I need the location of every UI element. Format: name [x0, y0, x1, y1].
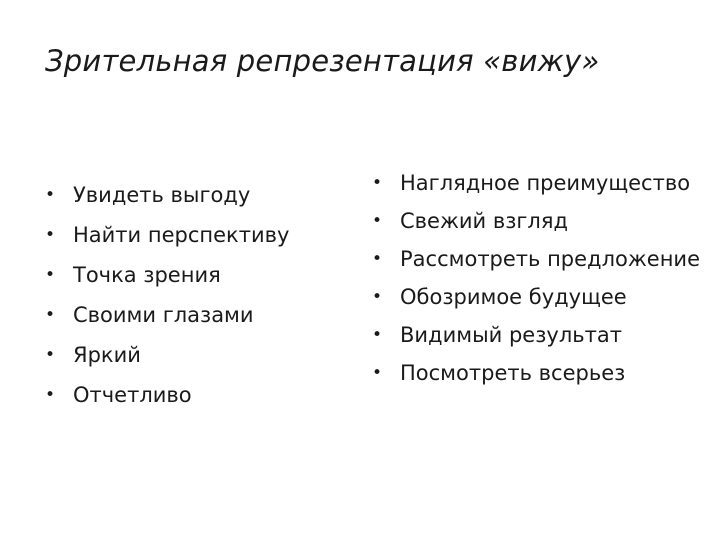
list-item-text: Видимый результат: [400, 323, 622, 347]
bullet-icon: •: [45, 305, 56, 325]
slide-title: Зрительная репрезентация «вижу»: [45, 44, 600, 78]
list-item: [45, 255, 325, 295]
list-item: [372, 320, 702, 351]
bullet-icon: •: [372, 325, 383, 345]
bullet-icon: •: [372, 173, 383, 193]
list-item: [372, 244, 702, 275]
list-item-text: Наглядное преимущество: [400, 171, 691, 195]
list-item-text: Обозримое будущее: [400, 285, 627, 309]
list-item: [372, 206, 702, 237]
list-item-text: Точка зрения: [73, 263, 221, 287]
bullet-icon: •: [45, 265, 56, 285]
list-item: [45, 175, 325, 215]
list-item: [45, 215, 325, 255]
list-item: [45, 335, 325, 375]
list-item-text: Посмотреть всерьез: [400, 361, 626, 385]
list-item-text: Своими глазами: [73, 303, 254, 327]
list-item-text: Найти перспективу: [73, 223, 290, 247]
list-item: [372, 358, 702, 389]
bullet-icon: •: [372, 287, 383, 307]
bullet-icon: •: [372, 211, 383, 231]
list-item-text: Отчетливо: [73, 383, 192, 407]
list-item: [45, 295, 325, 335]
list-item-text: Рассмотреть предложение: [400, 247, 700, 271]
bullet-icon: •: [372, 249, 383, 269]
list-item-text: Свежий взгляд: [400, 209, 568, 233]
list-item: [45, 375, 325, 415]
left-bullet-list: [45, 175, 325, 415]
list-item: [372, 168, 702, 199]
list-item: [372, 282, 702, 313]
bullet-icon: •: [45, 345, 56, 365]
bullet-icon: •: [45, 185, 56, 205]
bullet-icon: •: [45, 225, 56, 245]
list-item-text: Яркий: [73, 343, 141, 367]
bullet-icon: •: [45, 385, 56, 405]
bullet-icon: •: [372, 363, 383, 383]
right-bullet-list: [372, 168, 702, 396]
list-item-text: Увидеть выгоду: [73, 183, 251, 207]
